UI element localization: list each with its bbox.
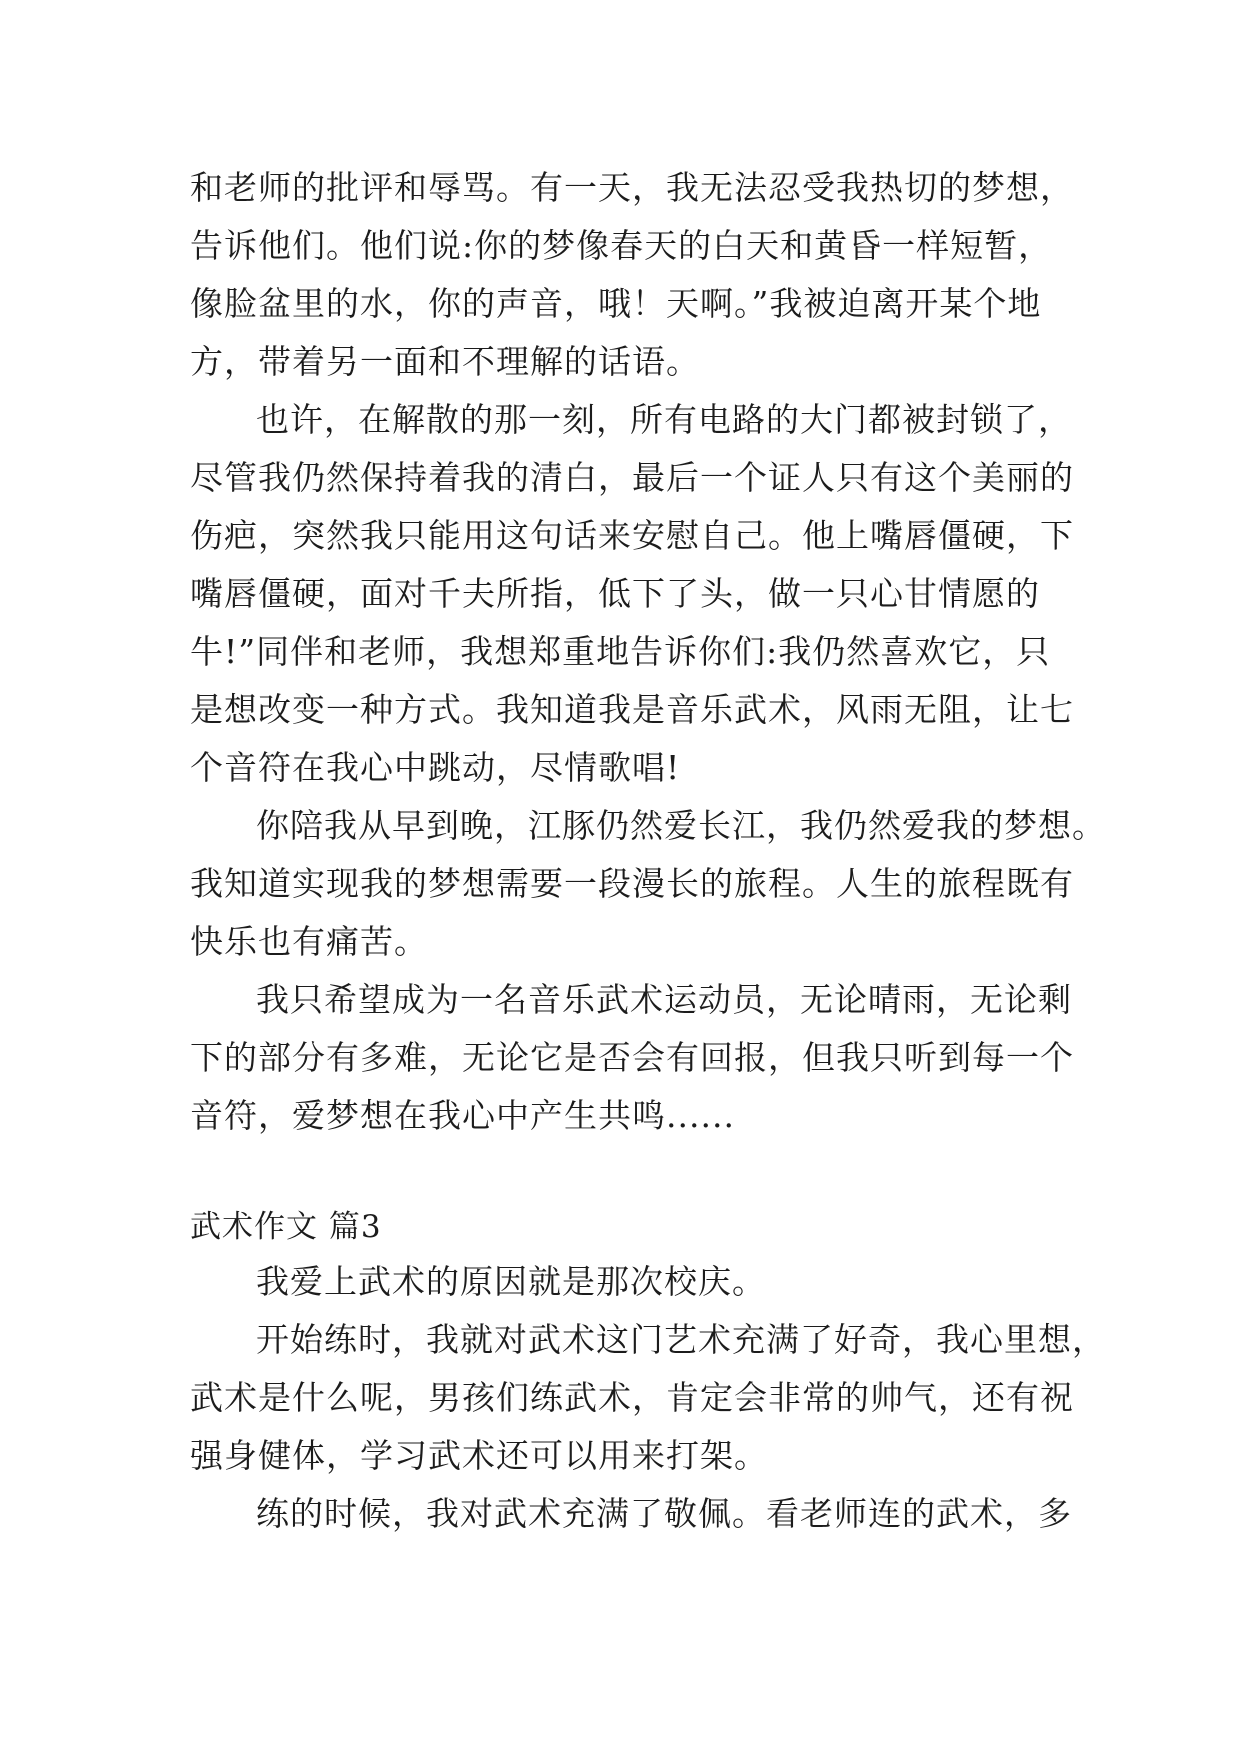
text-line: 武术是什么呢，男孩们练武术，肯定会非常的帅气，还有祝	[190, 1378, 1074, 1417]
text-line: 伤疤，突然我只能用这句话来安慰自己。他上嘴唇僵硬，下	[190, 516, 1074, 555]
text-line: 你陪我从早到晚，江豚仍然爱长江，我仍然爱我的梦想。	[256, 806, 1106, 845]
text-line: 个音符在我心中跳动，尽情歌唱!	[190, 748, 681, 787]
text-line: 我只希望成为一名音乐武术运动员，无论晴雨，无论剩	[256, 980, 1072, 1019]
text-line: 开始练时，我就对武术这门艺术充满了好奇，我心里想，	[256, 1320, 1106, 1359]
section-heading: 武术作文 篇3	[190, 1209, 382, 1245]
text-line: 嘴唇僵硬，面对千夫所指，低下了头，做一只心甘情愿的	[190, 574, 1040, 613]
text-line: 尽管我仍然保持着我的清白，最后一个证人只有这个美丽的	[190, 458, 1074, 497]
text-line: 是想改变一种方式。我知道我是音乐武术，风雨无阻，让七	[190, 690, 1074, 729]
text-line: 牛!”同伴和老师，我想郑重地告诉你们:我仍然喜欢它，只	[190, 632, 1051, 671]
text-line: 也许，在解散的那一刻，所有电路的大门都被封锁了，	[256, 400, 1072, 439]
text-line: 像脸盆里的水，你的声音，哦！天啊。”我被迫离开某个地	[190, 284, 1042, 323]
text-line: 强身健体，学习武术还可以用来打架。	[190, 1436, 768, 1475]
text-line: 我知道实现我的梦想需要一段漫长的旅程。人生的旅程既有	[190, 864, 1074, 903]
text-line: 快乐也有痛苦。	[190, 922, 428, 961]
text-line: 音符，爱梦想在我心中产生共鸣......	[190, 1096, 735, 1135]
text-line: 方，带着另一面和不理解的话语。	[190, 342, 700, 381]
text-line: 告诉他们。他们说:你的梦像春天的白天和黄昏一样短暂，	[190, 226, 1053, 265]
text-line: 练的时候，我对武术充满了敬佩。看老师连的武术，多	[256, 1494, 1072, 1533]
text-line: 我爱上武术的原因就是那次校庆。	[256, 1262, 766, 1301]
text-line: 和老师的批评和辱骂。有一天，我无法忍受我热切的梦想，	[190, 168, 1074, 207]
text-line: 下的部分有多难，无论它是否会有回报，但我只听到每一个	[190, 1038, 1074, 1077]
